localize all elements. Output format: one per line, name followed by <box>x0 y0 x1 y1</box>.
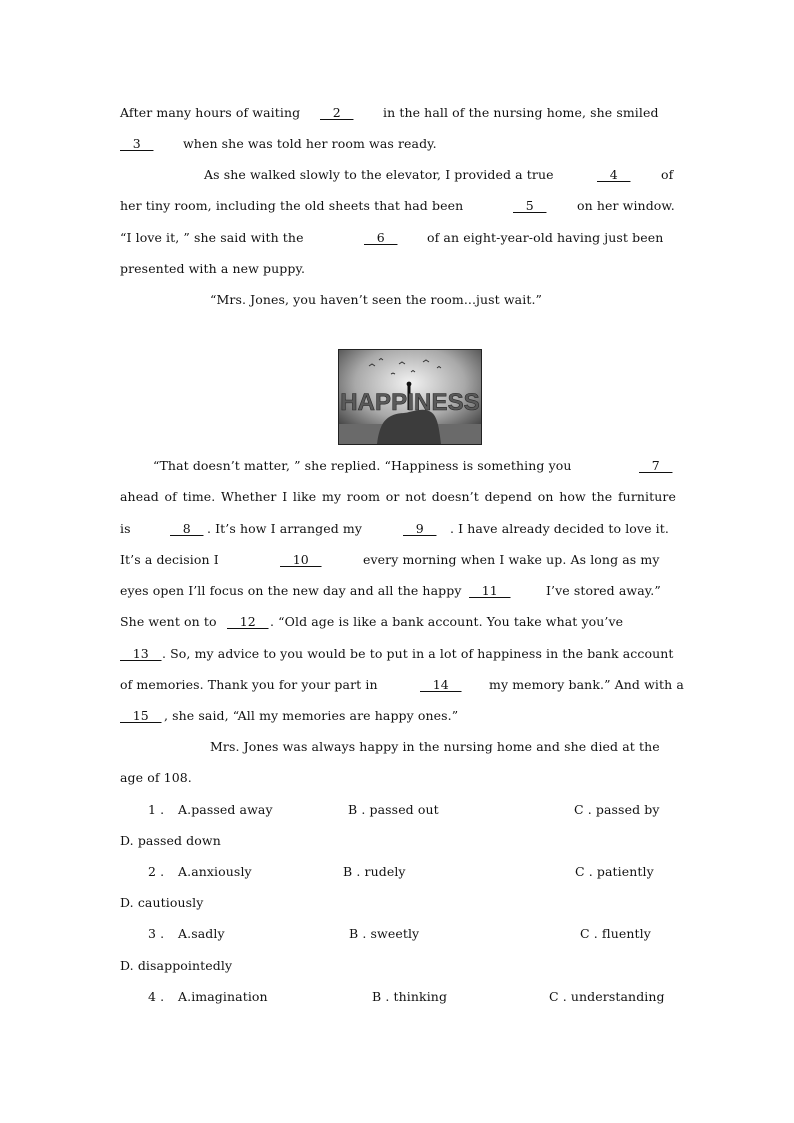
passage-text: of <box>661 167 674 182</box>
option-d: D. disappointedly <box>120 958 233 973</box>
option-a: A.imagination <box>178 989 268 1004</box>
passage-line <box>120 135 676 153</box>
blank-13: __13__ <box>120 646 162 661</box>
happiness-image <box>338 349 482 445</box>
option-b: B . sweetly <box>349 926 420 941</box>
question-number: 4 . <box>148 989 165 1004</box>
blank-10: __10__ <box>280 552 322 567</box>
passage-line <box>120 707 676 725</box>
passage-text: She went on to <box>120 614 217 629</box>
passage-text: It’s a decision I <box>120 552 219 567</box>
passage-text: of memories. Thank you for your part in <box>120 677 378 692</box>
option-b: B . rudely <box>343 864 406 879</box>
question-number: 2 . <box>148 864 165 879</box>
passage-line <box>120 520 676 538</box>
passage-line <box>120 738 676 756</box>
blank-9: __9__ <box>403 521 437 536</box>
passage-line <box>120 676 684 694</box>
happiness-illustration <box>339 350 481 444</box>
passage-text: presented with a new puppy. <box>120 261 306 276</box>
passage-line <box>120 197 676 215</box>
question-row <box>120 832 676 850</box>
passage-text: age of 108. <box>120 770 192 785</box>
passage-text: is <box>120 521 131 536</box>
option-c: C . patiently <box>575 864 654 879</box>
passage-text: I’ve stored away.” <box>546 583 661 598</box>
option-d: D. cautiously <box>120 895 204 910</box>
question-row <box>120 801 676 819</box>
blank-2: __2__ <box>320 105 354 120</box>
option-a: A.passed away <box>178 802 273 817</box>
question-number: 3 . <box>148 926 165 941</box>
passage-text: , she said, “All my memories are happy ones.” <box>164 708 459 723</box>
blank-7: __7__ <box>639 458 673 473</box>
question-row <box>120 863 676 881</box>
passage-text: . I have already decided to love it. <box>450 521 669 536</box>
question-row <box>120 925 676 943</box>
question-number: 1 . <box>148 802 165 817</box>
passage-line <box>120 260 676 278</box>
passage-line <box>120 551 676 569</box>
option-c: C . passed by <box>574 802 660 817</box>
blank-12: __12__ <box>227 614 269 629</box>
passage-line <box>120 488 676 506</box>
passage-text: every morning when I wake up. As long as my <box>363 552 660 567</box>
passage-text: of an eight-year-old having just been <box>427 230 664 245</box>
option-b: B . passed out <box>348 802 439 817</box>
passage-text: my memory bank.” And with a <box>489 677 684 692</box>
blank-5: __5__ <box>513 198 547 213</box>
passage-text: Mrs. Jones was always happy in the nursing home and she died at the <box>210 739 660 754</box>
blank-6: __6__ <box>364 230 398 245</box>
passage-text: ahead of time. Whether I like my room or not doesn’t depend on how the furniture <box>120 489 676 504</box>
passage-text: . It’s how I arranged my <box>207 521 363 536</box>
blank-15: __15__ <box>120 708 162 723</box>
passage-line <box>120 645 676 663</box>
passage-text: on her window. <box>577 198 675 213</box>
passage-text: After many hours of waiting <box>120 105 301 120</box>
passage-text: “Mrs. Jones, you haven’t seen the room...just wait.” <box>210 292 543 307</box>
passage-line <box>120 457 676 475</box>
passage-text: . So, my advice to you would be to put in a lot of happiness in the bank account <box>162 646 674 661</box>
blank-14: __14__ <box>420 677 462 692</box>
passage-text: . “Old age is like a bank account. You take what you’ve <box>270 614 624 629</box>
option-a: A.sadly <box>178 926 225 941</box>
question-row <box>120 988 676 1006</box>
blank-4: __4__ <box>597 167 631 182</box>
blank-3: __3__ <box>120 136 154 151</box>
passage-line <box>120 104 676 122</box>
image-word: HAPPINESS <box>340 389 480 416</box>
passage-text: in the hall of the nursing home, she smiled <box>383 105 659 120</box>
passage-line <box>120 166 676 184</box>
option-c: C . fluently <box>580 926 651 941</box>
passage-text: eyes open I’ll focus on the new day and all the happy <box>120 583 462 598</box>
question-row <box>120 957 676 975</box>
passage-text: “I love it, ” she said with the <box>120 230 304 245</box>
option-a: A.anxiously <box>178 864 252 879</box>
blank-11: __11__ <box>469 583 511 598</box>
option-b: B . thinking <box>372 989 448 1004</box>
passage-line <box>120 769 676 787</box>
passage-text: when she was told her room was ready. <box>183 136 437 151</box>
option-c: C . understanding <box>549 989 665 1004</box>
passage-text: her tiny room, including the old sheets that had been <box>120 198 464 213</box>
question-row <box>120 894 676 912</box>
option-d: D. passed down <box>120 833 221 848</box>
passage-line <box>120 229 676 247</box>
passage-text: “That doesn’t matter, ” she replied. “Happiness is something you <box>153 458 572 473</box>
passage-line <box>120 582 676 600</box>
passage-line <box>120 291 676 309</box>
passage-line <box>120 613 676 631</box>
blank-8: __8__ <box>170 521 204 536</box>
passage-text: As she walked slowly to the elevator, I provided a true <box>204 167 554 182</box>
